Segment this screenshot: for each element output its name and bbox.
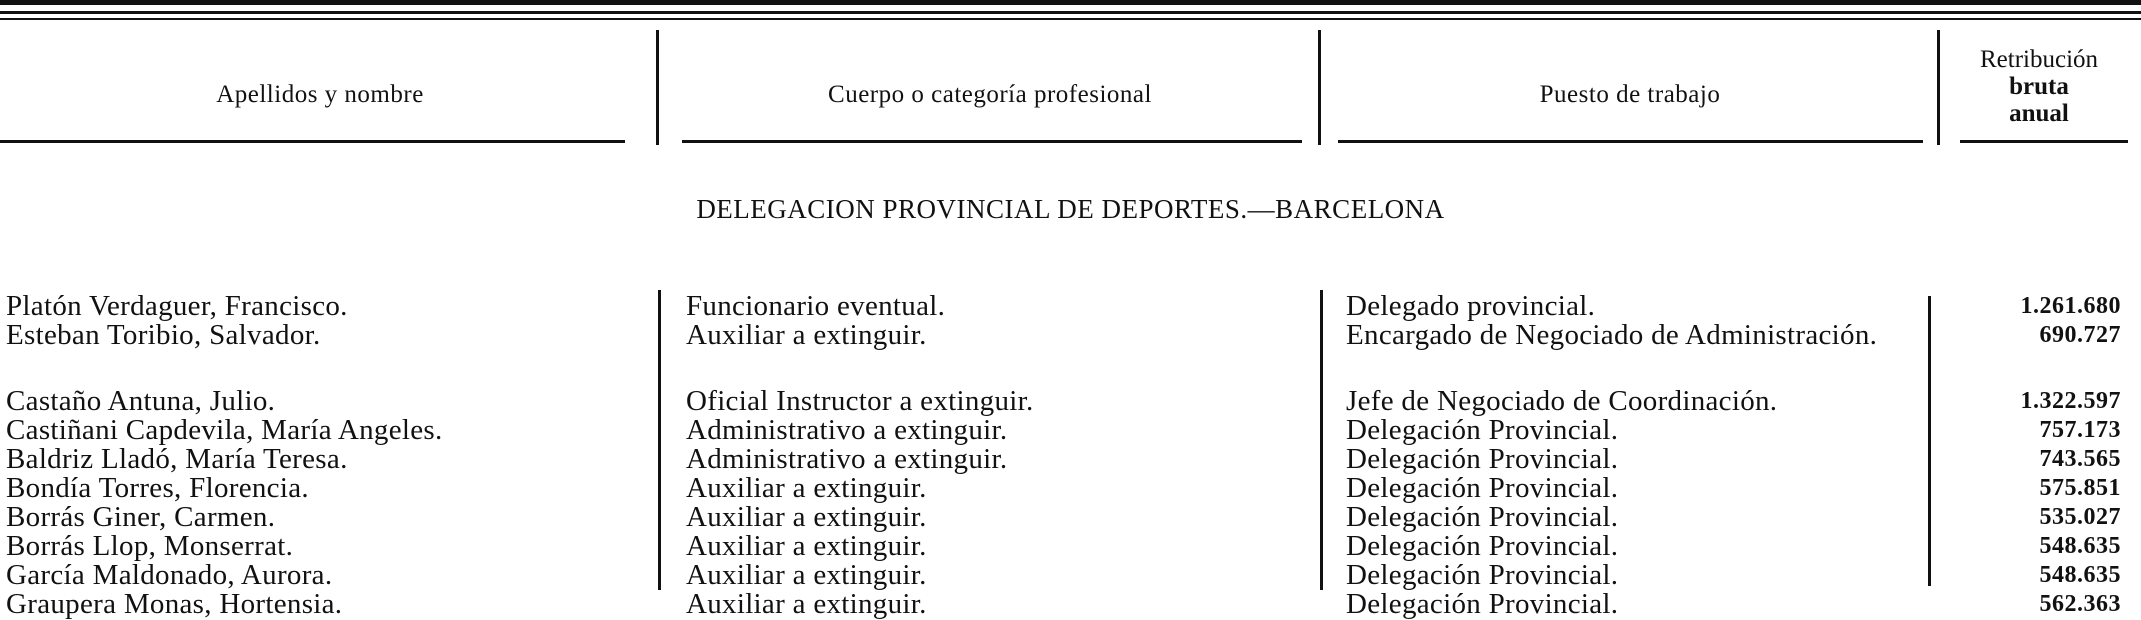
cell-post: Delegado provincial.	[1346, 290, 1596, 322]
cell-name: Graupera Monas, Hortensia.	[6, 588, 343, 620]
cell-category: Oficial Instructor a extinguir.	[686, 385, 1034, 417]
header-divider-3	[1937, 30, 1940, 145]
cell-post: Delegación Provincial.	[1346, 443, 1619, 475]
cell-salary: 562.363	[2039, 591, 2121, 617]
cell-salary: 535.027	[2039, 504, 2121, 530]
cell-name: Platón Verdaguer, Francisco.	[6, 290, 348, 322]
cell-category: Auxiliar a extinguir.	[686, 501, 927, 533]
cell-category: Administrativo a extinguir.	[686, 414, 1008, 446]
table-row	[0, 561, 2141, 590]
cell-category: Auxiliar a extinguir.	[686, 472, 927, 504]
table-row	[0, 503, 2141, 532]
top-rule	[0, 0, 2141, 5]
cell-salary: 757.173	[2039, 417, 2121, 443]
cell-name: García Maldonado, Aurora.	[6, 559, 333, 591]
cell-name: Borrás Llop, Monserrat.	[6, 530, 294, 562]
header-rule-1	[0, 140, 625, 143]
cell-salary: 575.851	[2039, 475, 2121, 501]
header-col-category: Cuerpo o categoría profesional	[828, 81, 1152, 108]
header-rule-4	[1960, 140, 2128, 143]
header-salary-line-2: bruta	[2009, 73, 2069, 100]
cell-name: Borrás Giner, Carmen.	[6, 501, 276, 533]
section-title: DELEGACION PROVINCIAL DE DEPORTES.—BARCELONA	[696, 194, 1445, 224]
cell-salary: 743.565	[2039, 446, 2121, 472]
cell-post: Delegación Provincial.	[1346, 414, 1619, 446]
cell-post: Delegación Provincial.	[1346, 472, 1619, 504]
table-row	[0, 292, 2141, 321]
cell-post: Delegación Provincial.	[1346, 530, 1619, 562]
table-row	[0, 590, 2141, 619]
header-divider-2	[1318, 30, 1321, 145]
header-col-salary	[1950, 46, 2128, 127]
cell-post: Encargado de Negociado de Administración.	[1346, 319, 1878, 351]
cell-post: Delegación Provincial.	[1346, 501, 1619, 533]
header-salary-line-3: anual	[2009, 100, 2069, 127]
personnel-table	[0, 292, 2141, 619]
table-row	[0, 445, 2141, 474]
header-salary-line-1: Retribución	[1979, 46, 2099, 73]
top-rule-3	[0, 18, 2141, 20]
table-row	[0, 532, 2141, 561]
cell-salary: 690.727	[2039, 322, 2121, 348]
cell-salary: 548.635	[2039, 533, 2121, 559]
table-row	[0, 321, 2141, 387]
header-col-post: Puesto de trabajo	[1539, 81, 1721, 108]
cell-category: Auxiliar a extinguir.	[686, 588, 927, 620]
cell-category: Administrativo a extinguir.	[686, 443, 1008, 475]
cell-salary: 1.261.680	[2020, 293, 2121, 319]
cell-post: Jefe de Negociado de Coordinación.	[1346, 385, 1778, 417]
header-rule-3	[1338, 140, 1923, 143]
table-row	[0, 474, 2141, 503]
cell-name: Esteban Toribio, Salvador.	[6, 319, 321, 351]
header-rule-2	[682, 140, 1302, 143]
cell-category: Auxiliar a extinguir.	[686, 530, 927, 562]
top-rule-2	[0, 11, 2141, 14]
cell-salary: 548.635	[2039, 562, 2121, 588]
header-col-name: Apellidos y nombre	[216, 81, 424, 108]
cell-post: Delegación Provincial.	[1346, 588, 1619, 620]
table-row	[0, 387, 2141, 416]
cell-name: Castaño Antuna, Julio.	[6, 385, 276, 417]
cell-category: Auxiliar a extinguir.	[686, 559, 927, 591]
cell-name: Castiñani Capdevila, María Angeles.	[6, 414, 443, 446]
cell-name: Baldriz Lladó, María Teresa.	[6, 443, 348, 475]
cell-name: Bondía Torres, Florencia.	[6, 472, 309, 504]
cell-post: Delegación Provincial.	[1346, 559, 1619, 591]
cell-category: Funcionario eventual.	[686, 290, 946, 322]
table-row	[0, 416, 2141, 445]
cell-salary: 1.322.597	[2020, 388, 2121, 414]
cell-category: Auxiliar a extinguir.	[686, 319, 927, 351]
header-divider-1	[656, 30, 659, 145]
